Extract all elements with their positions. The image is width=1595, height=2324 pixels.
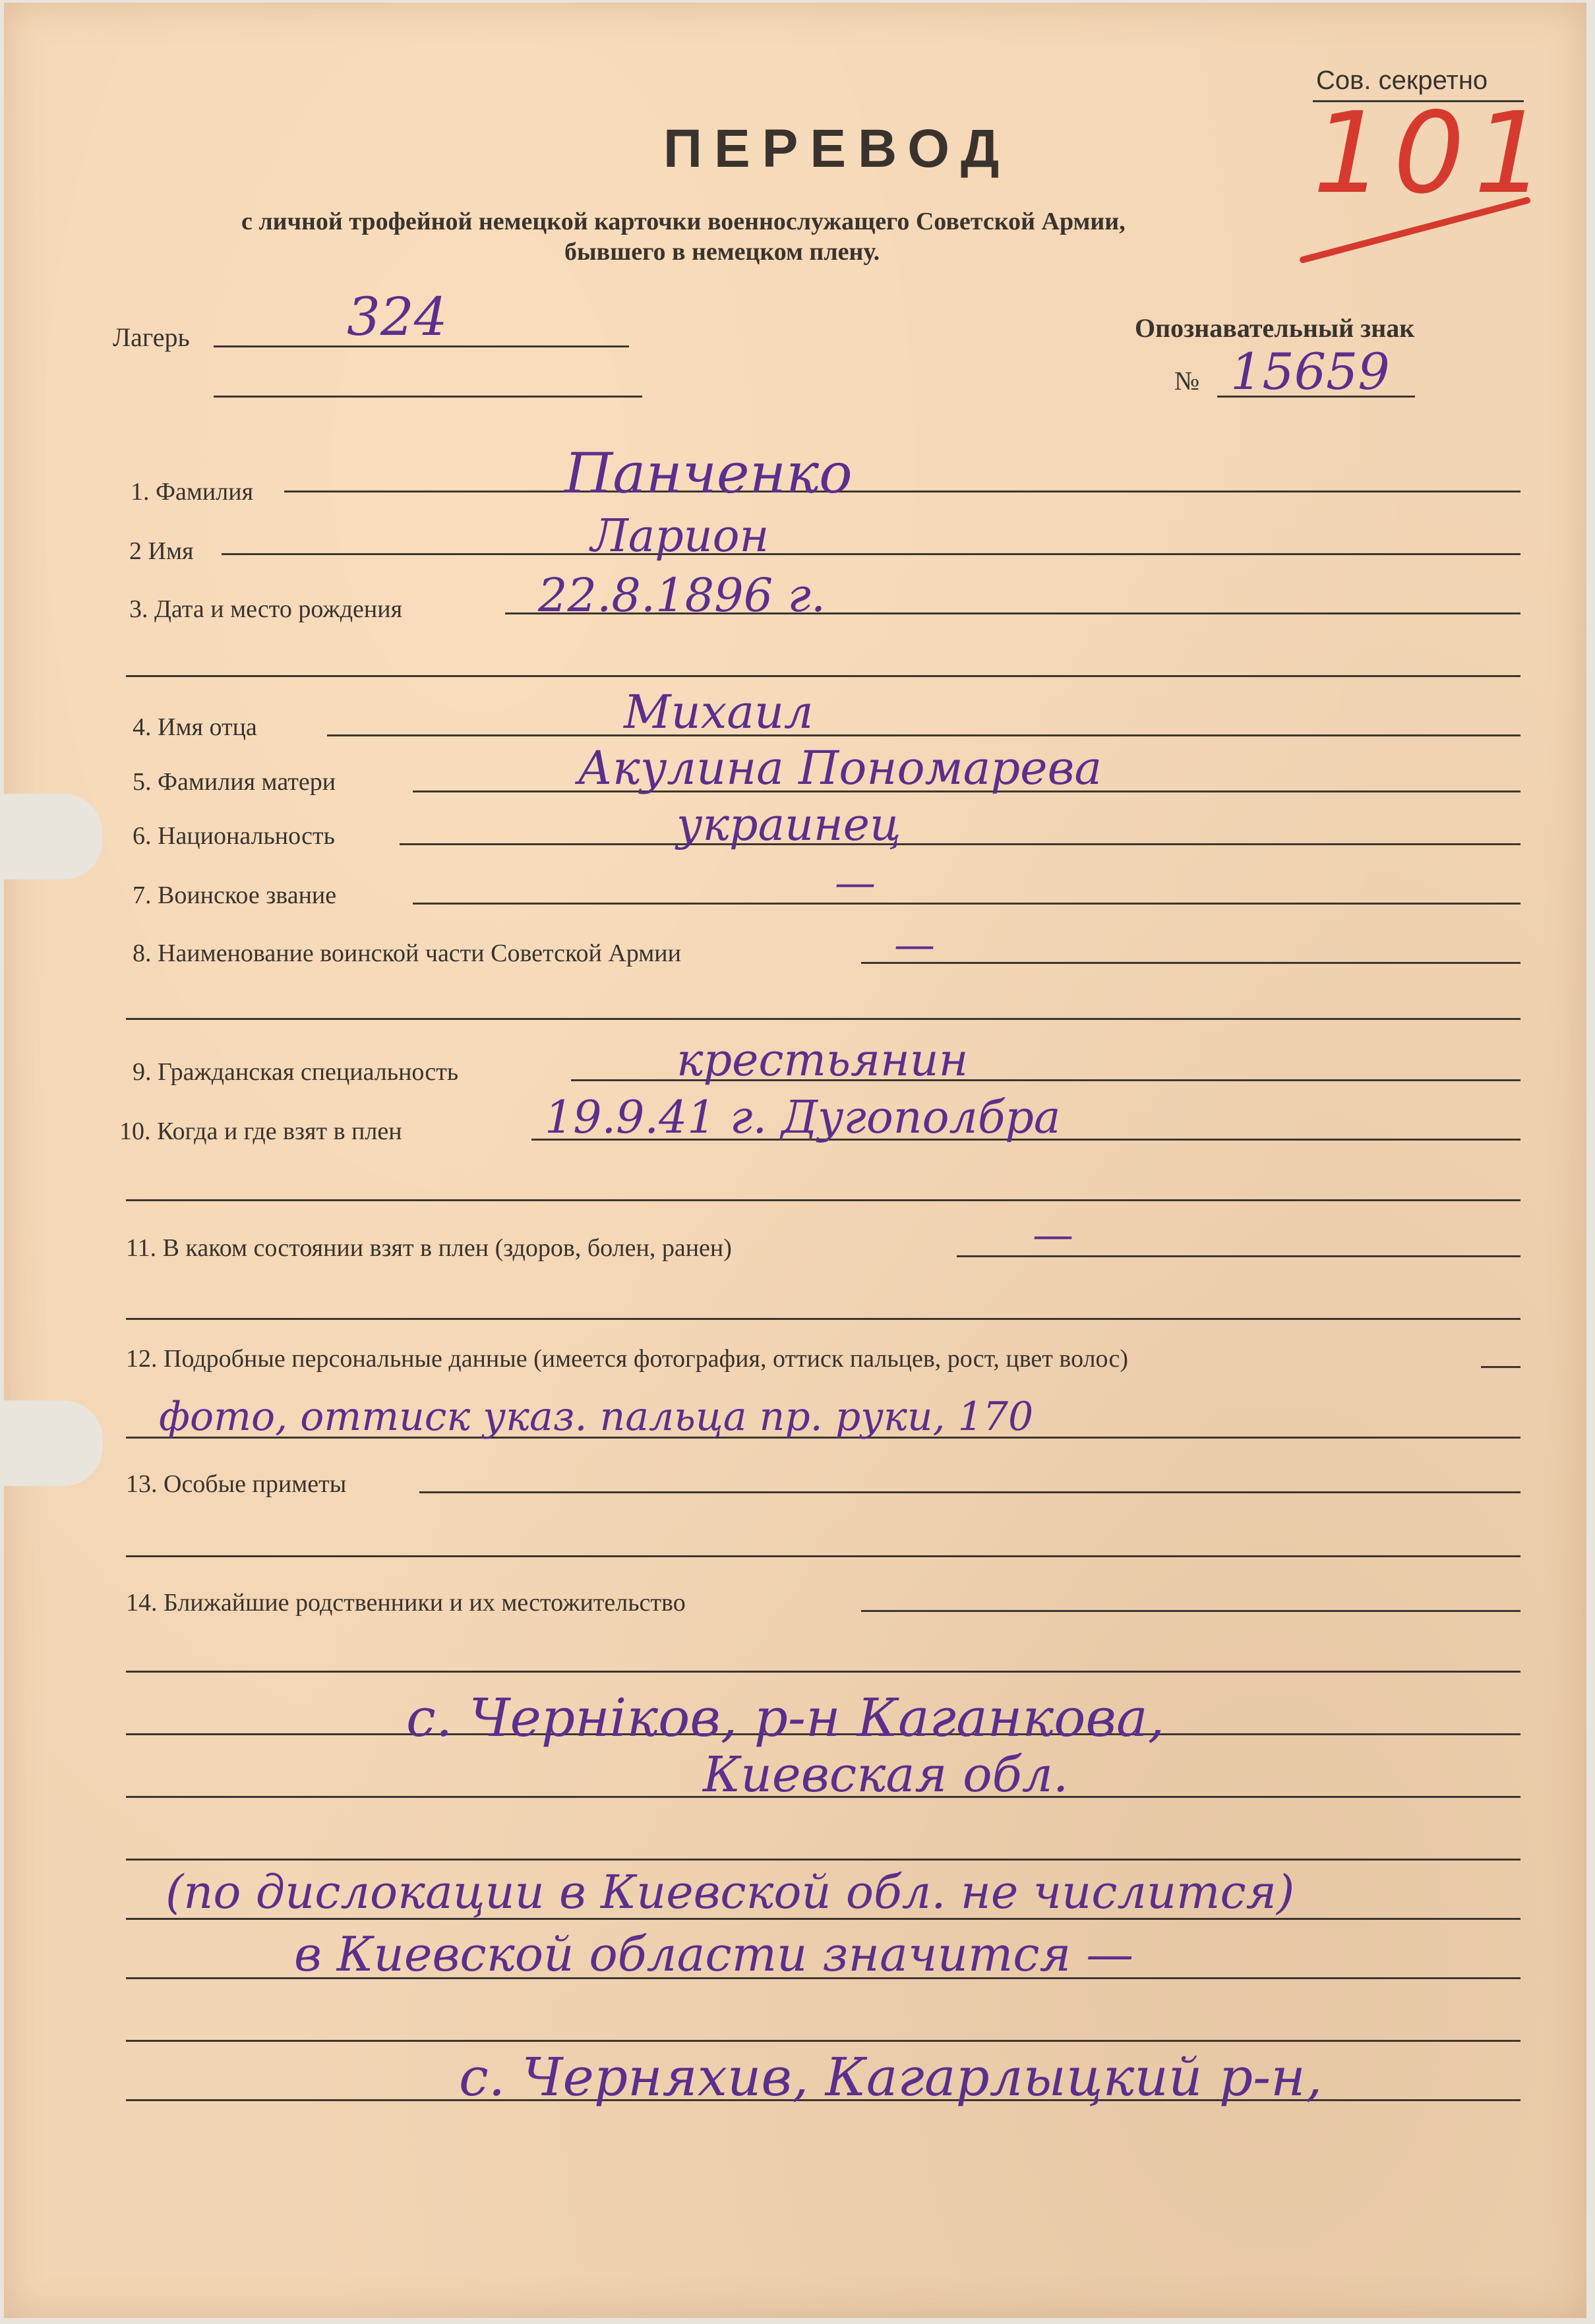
subtitle-line-1: с личной трофейной немецкой карточки военнослужащего Советской Армии,	[241, 208, 1126, 235]
field-10-rule-2	[126, 1199, 1520, 1201]
camp-label: Лагерь	[113, 322, 190, 352]
red-underline-stroke	[1296, 194, 1534, 273]
field-13-label: 13. Особые приметы	[126, 1470, 347, 1498]
field-3-rule-2	[126, 675, 1520, 677]
field-8-label: 8. Наименование воинской части Советской Армии	[133, 939, 681, 967]
subtitle-line-2: бывшего в немецком плену.	[564, 238, 880, 266]
relatives-line-5: с. Черняхив, Кагарлыцкий р-н,	[459, 2046, 1323, 2108]
field-12-value: фото, оттиск указ. пальца пр. руки, 170	[159, 1394, 1034, 1440]
relatives-line-1: с. Черніков, р-н Каганкова,	[406, 1687, 1165, 1748]
field-6-value: украинец	[677, 799, 901, 851]
field-6-label: 6. Национальность	[133, 822, 335, 850]
field-14-rule-d	[126, 1859, 1520, 1861]
field-14-rule-a	[126, 1671, 1520, 1673]
field-7-rule	[413, 903, 1520, 905]
document-title: ПЕРЕВОД	[663, 119, 1011, 179]
field-14-rule-g	[126, 2040, 1520, 2042]
field-1-value: Панченко	[564, 441, 853, 506]
tag-value: 15659	[1230, 342, 1390, 401]
camp-rule-2	[214, 396, 642, 398]
field-8-rule-2	[126, 1018, 1520, 1020]
field-7-label: 7. Воинское звание	[133, 881, 337, 909]
field-8-value: —	[894, 920, 935, 968]
classification-stamp: Сов. секретно	[1316, 66, 1488, 95]
tag-no-label: №	[1174, 366, 1200, 396]
field-12-rule	[1481, 1366, 1520, 1368]
field-11-rule-2	[126, 1318, 1520, 1320]
field-9-label: 9. Гражданская специальность	[133, 1058, 459, 1086]
field-6-rule	[400, 843, 1520, 845]
field-10-label: 10. Когда и где взят в плен	[119, 1117, 402, 1145]
field-14-label: 14. Ближайшие родственники и их местожительство	[126, 1589, 686, 1617]
red-handwritten-number: 101	[1313, 88, 1555, 219]
tag-label: Опознавательный знак	[1135, 313, 1415, 343]
document-sheet	[4, 3, 1586, 2318]
relatives-line-3: (по дислокации в Киевской обл. не числится)	[166, 1865, 1295, 1919]
field-10-value: 19.9.41 г. Дугополбра	[545, 1092, 1061, 1144]
field-13-rule	[419, 1491, 1520, 1493]
field-12-label: 12. Подробные персональные данные (имеется фотография, оттиск пальцев, рост, цвет волос)	[126, 1345, 1128, 1373]
field-7-value: —	[835, 858, 876, 907]
field-4-label: 4. Имя отца	[133, 713, 257, 741]
field-2-rule	[222, 553, 1520, 555]
field-3-label: 3. Дата и место рождения	[129, 595, 403, 623]
field-3-value: 22.8.1896 г.	[538, 568, 826, 622]
torn-edge-upper	[4, 794, 103, 879]
field-11-value: —	[1033, 1210, 1073, 1259]
relatives-line-2: Киевская обл.	[703, 1746, 1069, 1803]
torn-edge-lower	[4, 1400, 103, 1486]
field-4-value: Михаил	[624, 685, 814, 739]
field-2-label: 2 Имя	[129, 537, 194, 565]
camp-value: 324	[347, 286, 448, 347]
field-8-rule	[861, 962, 1520, 964]
relatives-line-4: в Киевской области значится —	[294, 1926, 1134, 1982]
field-5-label: 5. Фамилия матери	[133, 768, 336, 796]
field-1-label: 1. Фамилия	[131, 478, 254, 506]
field-13-rule-2	[126, 1555, 1520, 1557]
field-5-value: Акулина Пономарева	[578, 741, 1102, 795]
field-14-rule	[861, 1610, 1520, 1612]
field-9-value: крестьянин	[677, 1034, 969, 1087]
field-4-rule	[327, 734, 1520, 736]
field-2-value: Ларион	[591, 510, 769, 562]
field-11-label: 11. В каком состоянии взят в плен (здоров, болен, ранен)	[126, 1234, 732, 1262]
field-1-rule	[284, 491, 1520, 492]
